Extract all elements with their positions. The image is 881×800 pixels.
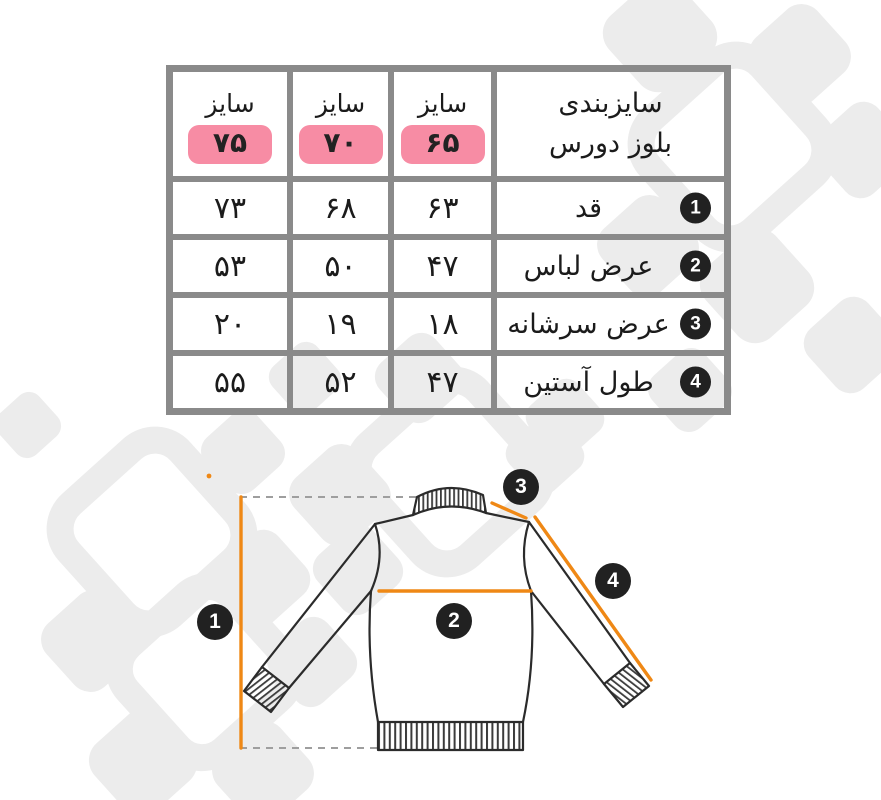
value-shoulder-75: ۲۰ [170, 295, 290, 353]
row-number-circle: 3 [680, 309, 711, 340]
value-length-70: ۶۸ [290, 179, 391, 237]
measurement-label-text: عرض سرشانه [507, 308, 670, 340]
size-column-header-70 [290, 69, 391, 179]
value-chest-75: ۵۳ [170, 237, 290, 295]
collar-rib [413, 488, 486, 515]
measure-line-sleeve [535, 517, 651, 680]
size-table [166, 65, 731, 415]
table-title [494, 69, 727, 179]
size-badge-65: ۶۵ [401, 125, 485, 164]
value-length-75: ۷۳ [170, 179, 290, 237]
value-sleeve-65: ۴۷ [391, 353, 494, 411]
size-column-header-75 [170, 69, 290, 179]
value-chest-65: ۴۷ [391, 237, 494, 295]
diagram-marker-sleeve-length: 4 [595, 563, 631, 599]
size-badge-75: ۷۵ [188, 125, 272, 164]
measurement-label-text: طول آستین [523, 366, 654, 398]
value-chest-70: ۵۰ [290, 237, 391, 295]
row-number-circle: 4 [680, 367, 711, 398]
diagram-marker-shoulder-width: 3 [503, 469, 539, 505]
size-word: سایز [417, 88, 468, 118]
row-number-circle: 1 [680, 193, 711, 224]
measurement-label-sleeve-length [494, 353, 727, 411]
measurement-label-text: عرض لباس [523, 250, 654, 282]
row-number-circle: 2 [680, 251, 711, 282]
table-title-line1: سایزبندی [558, 88, 663, 119]
measurement-label-length [494, 179, 727, 237]
size-badge-70: ۷۰ [299, 125, 383, 164]
value-shoulder-70: ۱۹ [290, 295, 391, 353]
size-word: سایز [205, 88, 255, 118]
diagram-marker-chest-width: 2 [436, 603, 472, 639]
value-shoulder-65: ۱۸ [391, 295, 494, 353]
size-word: سایز [315, 88, 366, 118]
measurement-label-text: قد [574, 192, 603, 224]
value-sleeve-75: ۵۵ [170, 353, 290, 411]
stray-orange-dot [207, 474, 212, 479]
value-sleeve-70: ۵۲ [290, 353, 391, 411]
measurement-label-shoulder-width [494, 295, 727, 353]
diagram-marker-height: 1 [197, 604, 233, 640]
value-length-65: ۶۳ [391, 179, 494, 237]
table-title-line2: بلوز دورس [548, 128, 673, 159]
hem-rib [378, 722, 523, 750]
measurement-label-chest-width [494, 237, 727, 295]
size-column-header-65 [391, 69, 494, 179]
